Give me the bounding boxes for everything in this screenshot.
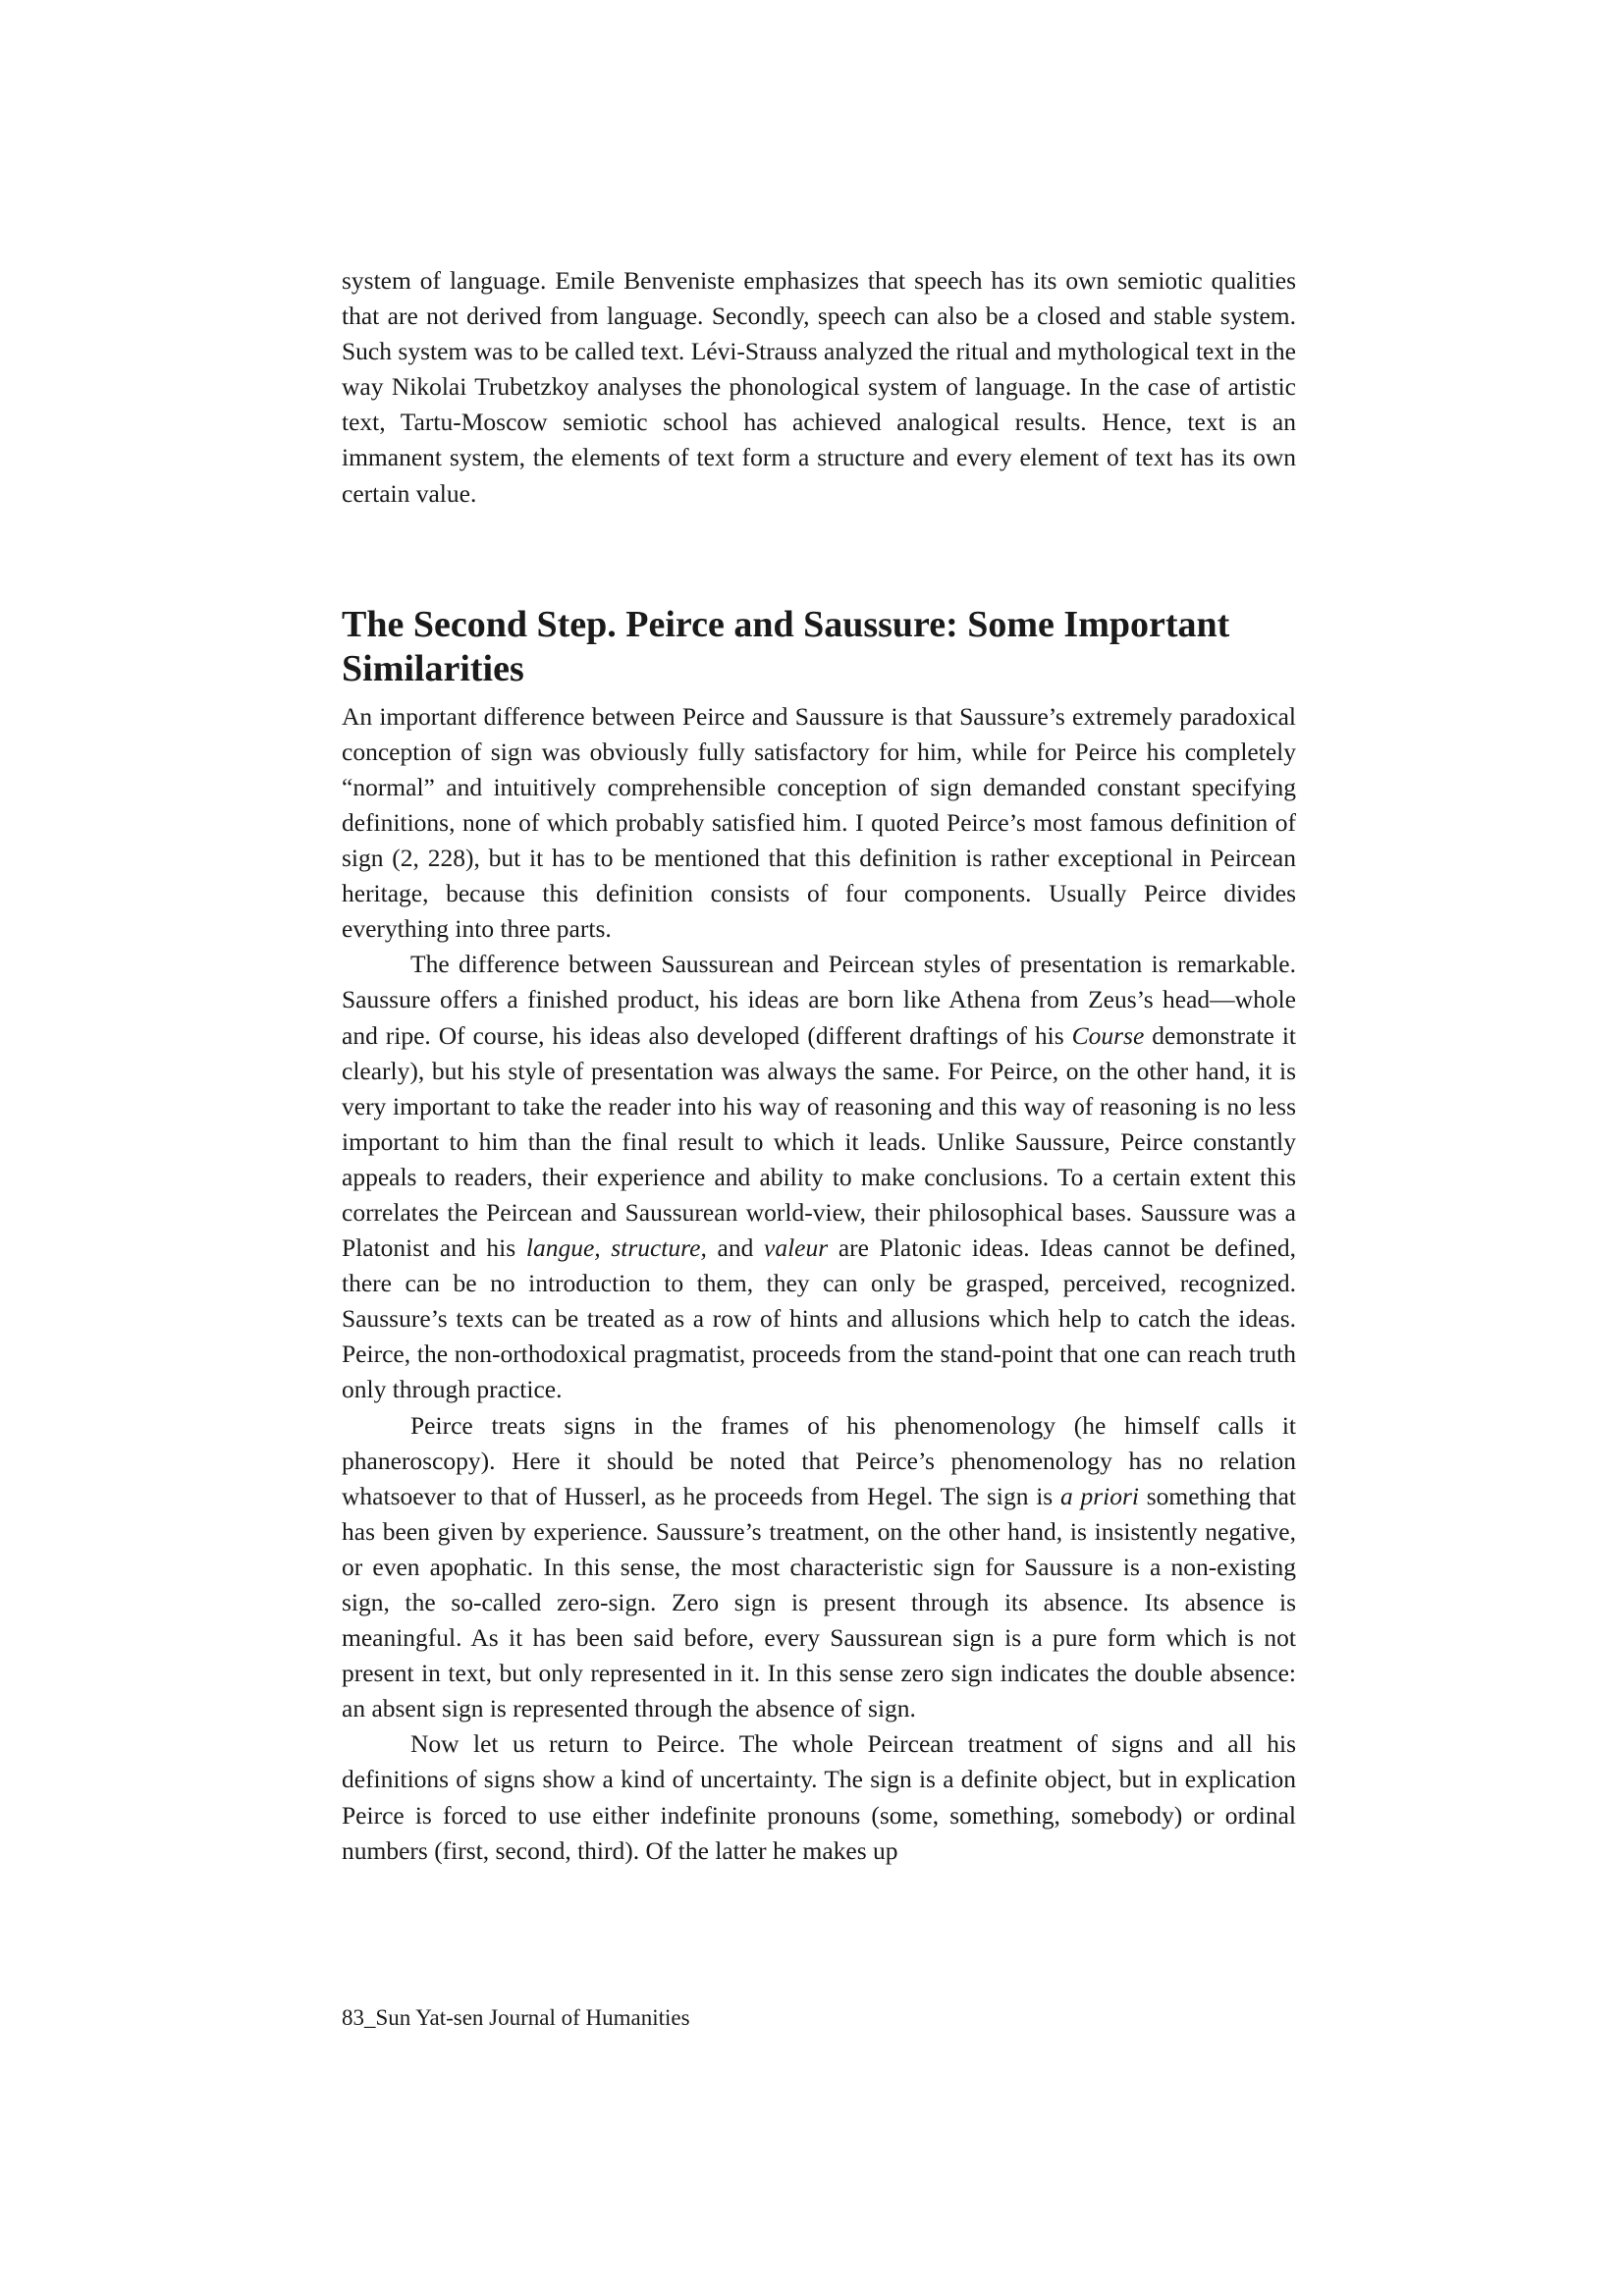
paragraph-2-text-3: and (706, 1233, 764, 1263)
paragraph-3 (342, 1408, 1296, 1727)
page-body (342, 263, 1296, 1869)
paragraph-2-italic-langue: langue, structure, (525, 1233, 707, 1263)
intro-paragraph: system of language. Emile Benveniste emphasizes that speech has its own semiotic qualities that are not derived from language. Secondly, speech can also be a closed and stable system. Such system was to be called text. Lévi-Strauss analyzed the ritual and mythological text in the way Nikolai Trubetzkoy analyses the phonological system of language. In the case of artistic text, Tartu-Moscow semiotic school has achieved analogical results. Hence, text is an immanent system, the elements of text form a structure and every element of text has its own certain value. (342, 266, 1296, 508)
paragraph-4: Now let us return to Peirce. The whole Peircean treatment of signs and all his definitions of signs show a kind of uncertainty. The sign is a definite object, but in explication Peirce is forced to use either indefinite pronouns (some, something, somebody) or ordinal numbers (first, second, third). Of the latter he makes up (342, 1729, 1296, 1865)
paragraph-1: An important difference between Peirce and Saussure is that Saussure’s extremely paradoxical conception of sign was obviously fully satisfactory for him, while for Peirce his completely “normal” and intuitively comprehensible conception of sign demanded constant specifying definitions, none of which probably satisfied him. I quoted Peirce’s most famous definition of sign (2, 228), but it has to be mentioned that this definition is rather exceptional in Peircean heritage, because this definition consists of four components. Usually Peirce divides everything into three parts. (342, 701, 1296, 944)
paragraph-2-text-1: The difference between Saussurean and Peircean styles of presentation is remarkable. Saussure offers a finished product, his ideas are born like Athena from Zeus’s head—whole and ripe. Of course, his ideas also developed (different draftings of his (342, 950, 1296, 1050)
section-heading: The Second Step. Peirce and Saussure: Some Important Similarities (342, 603, 1230, 689)
paragraph-2-text-2: demonstrate it clearly), but his style of presentation was always the same. For Peirce, on the other hand, it is very important to take the reader into his way of reasoning and this way of reasoning is no less important to him than the final result to which it leads. Unlike Saussure, Peirce constantly appeals to readers, their experience and ability to make conclusions. To a certain extent this correlates the Peircean and Saussurean world-view, their philosophical bases. Saussure was a Platonist and his (342, 1020, 1296, 1263)
page-footer: 83_Sun Yat-sen Journal of Humanities (342, 2005, 690, 2030)
paragraph-3-italic-a-priori: a priori (1059, 1481, 1139, 1510)
paragraph-2 (342, 947, 1296, 1407)
paragraph-2-italic-valeur: valeur (764, 1233, 829, 1263)
paragraph-3-text-2: something that has been given by experience. Saussure’s treatment, on the other hand, is insistently negative, or even apophatic. In this sense, the most characteristic sign for Saussure is a non-existing sign, the so-called zero-sign. Zero sign is present through its absence. Its absence is meaningful. As it has been said before, every Saussurean sign is a pure form which is not present in text, but only represented in it. In this sense zero sign indicates the double absence: an absent sign is represented through the absence of sign. (342, 1481, 1296, 1723)
paragraph-3-text-1: Peirce treats signs in the frames of his phenomenology (he himself calls it phaneroscopy). Here it should be noted that Peirce’s phenomenology has no relation whatsoever to that of Husserl, as he proceeds from Hegel. The sign is (342, 1410, 1296, 1510)
paragraph-2-text-4: are Platonic ideas. Ideas cannot be defined, there can be no introduction to them, they can only be grasped, perceived, recognized. Saussure’s texts can be treated as a row of hints and allusions which help to catch the ideas. Peirce, the non-orthodoxical pragmatist, proceeds from the stand-point that one can reach truth only through practice. (342, 1233, 1296, 1404)
paragraph-2-italic-course: Course (1071, 1020, 1145, 1050)
